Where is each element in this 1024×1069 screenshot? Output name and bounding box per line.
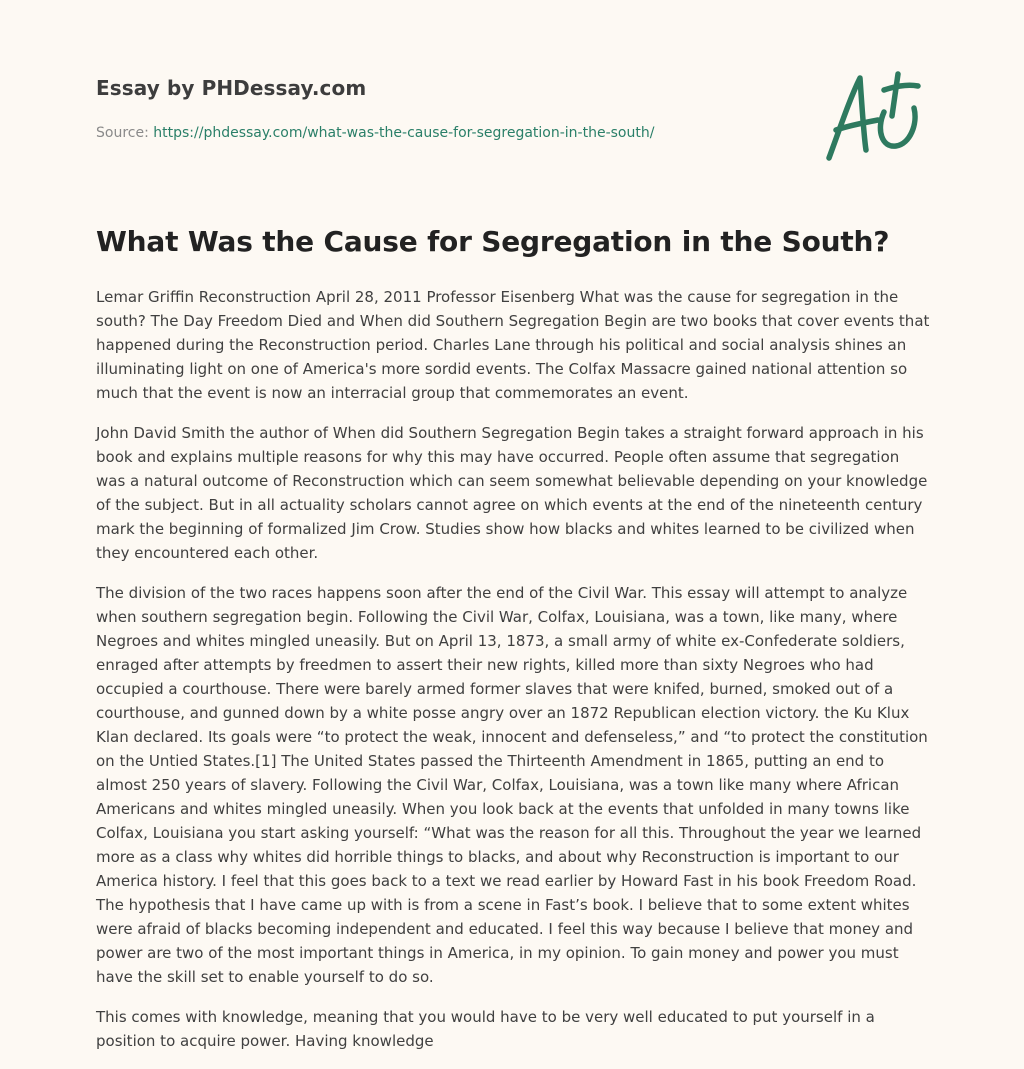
essay-body <box>96 285 932 1069</box>
essay-paragraph: This comes with knowledge, meaning that you would have to be very well educated to put yourself in a position to acquire power. Having knowledge <box>96 1008 875 1050</box>
source-label: Source: <box>96 125 154 141</box>
essay-paragraph: The division of the two races happens soon after the end of the Civil War. This essay will attempt to analyze when southern segregation begin. Following the Civil War, Colfax, Louisiana, was a town, like many, where Negroes and whites mingled uneasily. But on April 13, 1873, a small army of white ex-Confederate soldiers, enraged after attempts by freedmen to assert their new rights, killed more than sixty Negroes who had occupied a courthouse. There were barely armed former slaves that were knifed, burned, smoked out of a courthouse, and gunned down by a white posse angry over an 1872 Republican election victory. the Ku Klux Klan declared. Its goals were “to protect the weak, innocent and defenseless,” and “to protect the constitution on the Untied States.[1] The United States passed the Thirteenth Amendment in 1865, putting an end to almost 250 years of slavery. Following the Civil War, Colfax, Louisiana, was a town like many where African Americans and whites mingled uneasily. When you look back at the events that unfolded in many towns like Colfax, Louisiana you start asking yourself: “What was the reason for all this. Throughout the year we learned more as a class why whites did horrible things to blacks, and about why Reconstruction is important to our America history. I feel that this goes back to a text we read earlier by Howard Fast in his book Freedom Road. The hypothesis that I have came up with is from a scene in Fast’s book. I believe that to some extent whites were afraid of blacks becoming independent and educated. I feel this way because I believe that money and power are two of the most important things in America, in my opinion. To gain money and power you must have the skill set to enable yourself to do so. <box>96 584 928 986</box>
essay-header <box>96 76 926 141</box>
site-brand: Essay by PHDessay.com <box>96 76 367 100</box>
source-line <box>96 125 654 141</box>
source-link[interactable]: https://phdessay.com/what-was-the-cause-for-segregation-in-the-south/ <box>153 125 655 141</box>
essay-paragraph: Lemar Griffin Reconstruction April 28, 2011 Professor Eisenberg What was the cause for segregation in the south? The Day Freedom Died and When did Southern Segregation Begin are two books that cover events that happened during the Reconstruction period. Charles Lane through his political and social analysis shines an illuminating light on one of America's more sordid events. The Colfax Massacre gained national attention so much that the event is now an interracial group that commemorates an event. <box>96 288 930 402</box>
essay-paragraph: John David Smith the author of When did Southern Segregation Begin takes a straight forward approach in his book and explains multiple reasons for why this may have occurred. People often assume that segregation was a natural outcome of Reconstruction which can seem somewhat believable depending on your knowledge of the subject. But in all actuality scholars cannot agree on which events at the end of the nineteenth century mark the beginning of formalized Jim Crow. Studies show how blacks and whites learned to be civilized when they encountered each other. <box>96 424 928 562</box>
a-plus-grade-icon <box>822 68 926 164</box>
essay-title: What Was the Cause for Segregation in the South? <box>96 225 890 258</box>
